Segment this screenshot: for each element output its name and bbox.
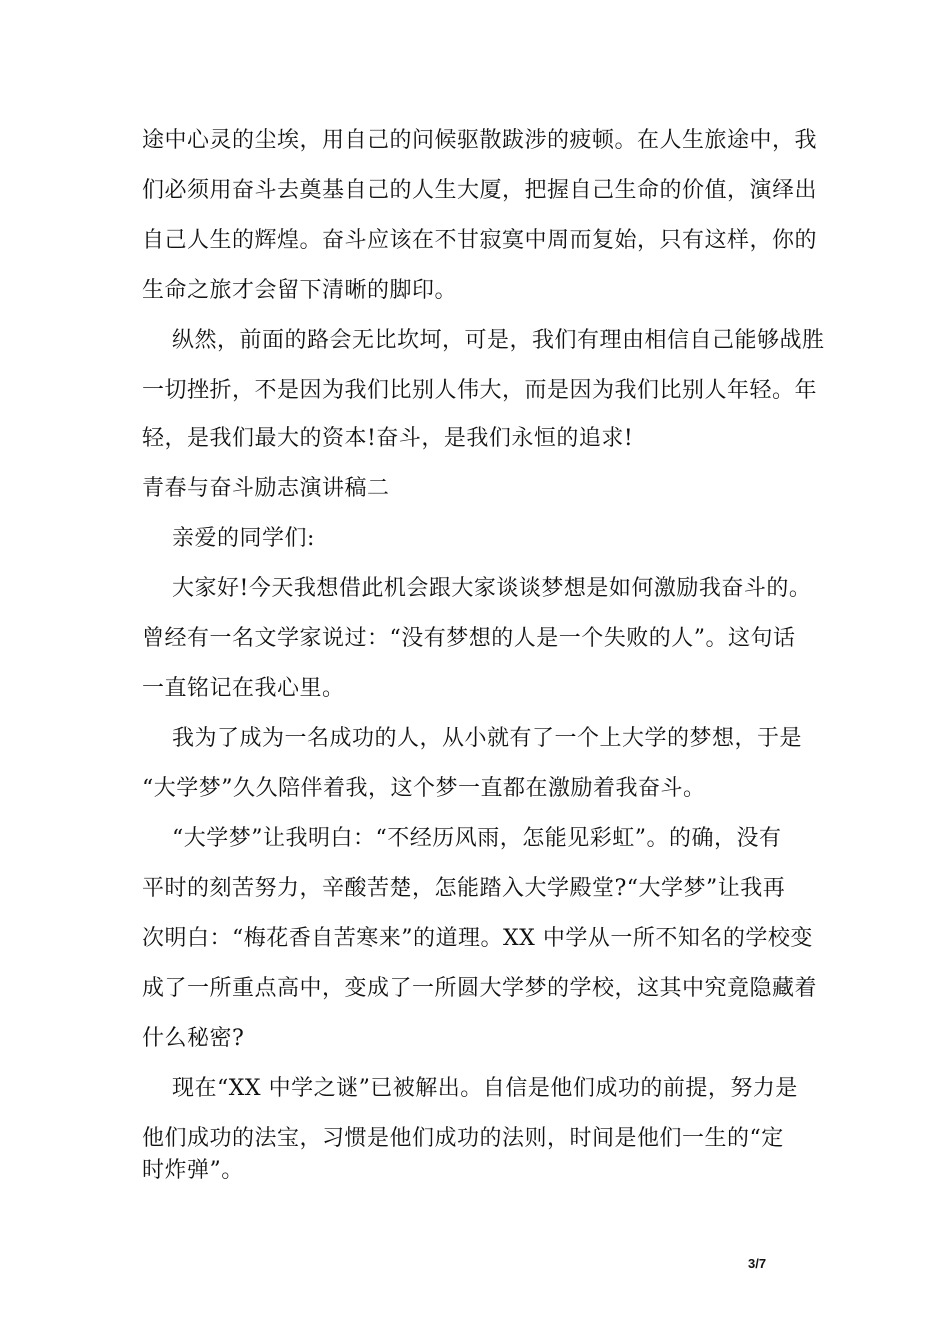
body-text-line: 他们成功的法宝，习惯是他们成功的法则，时间是他们一生的“定 [142,1126,784,1151]
body-text-line: 一切挫折，不是因为我们比别人伟大，而是因为我们比别人年轻。年 [142,378,818,403]
body-text-line: 什么秘密? [142,1026,245,1051]
body-text-line: 时炸弹”。 [142,1158,244,1183]
body-text-line: 曾经有一名文学家说过：“没有梦想的人是一个失败的人”。这句话 [142,626,796,651]
body-text-line: 途中心灵的尘埃，用自己的问候驱散跋涉的疲顿。在人生旅途中，我 [142,128,818,153]
body-text-line: 成了一所重点高中，变成了一所圆大学梦的学校，这其中究竟隐藏着 [142,976,818,1001]
body-text-line: “大学梦”久久陪伴着我，这个梦一直都在激励着我奋斗。 [142,776,706,801]
body-text-line: “大学梦”让我明白：“不经历风雨，怎能见彩虹”。的确，没有 [172,826,782,851]
section-heading: 青春与奋斗励志演讲稿二 [142,476,390,501]
body-text-line: 们必须用奋斗去奠基自己的人生大厦，把握自己生命的价值，演绎出 [142,178,818,203]
body-text-line: 纵然，前面的路会无比坎坷，可是，我们有理由相信自己能够战胜 [172,328,825,353]
body-text-line: 自己人生的辉煌。奋斗应该在不甘寂寞中周而复始，只有这样，你的 [142,228,818,253]
body-text-line: 次明白：“梅花香自苦寒来”的道理。XX 中学从一所不知名的学校变 [142,926,813,951]
page-number: 3/7 [748,1256,767,1271]
body-text-line: 平时的刻苦努力，辛酸苦楚，怎能踏入大学殿堂?“大学梦”让我再 [142,876,786,901]
body-text-line: 大家好!今天我想借此机会跟大家谈谈梦想是如何激励我奋斗的。 [172,576,812,601]
body-text-line: 现在“XX 中学之谜”已被解出。自信是他们成功的前提，努力是 [172,1076,798,1101]
body-text-line: 一直铭记在我心里。 [142,676,345,701]
body-text-line: 轻，是我们最大的资本!奋斗，是我们永恒的追求! [142,426,634,451]
salutation: 亲爱的同学们: [172,526,315,551]
body-text-line: 生命之旅才会留下清晰的脚印。 [142,278,458,303]
body-text-line: 我为了成为一名成功的人，从小就有了一个上大学的梦想，于是 [172,726,803,751]
